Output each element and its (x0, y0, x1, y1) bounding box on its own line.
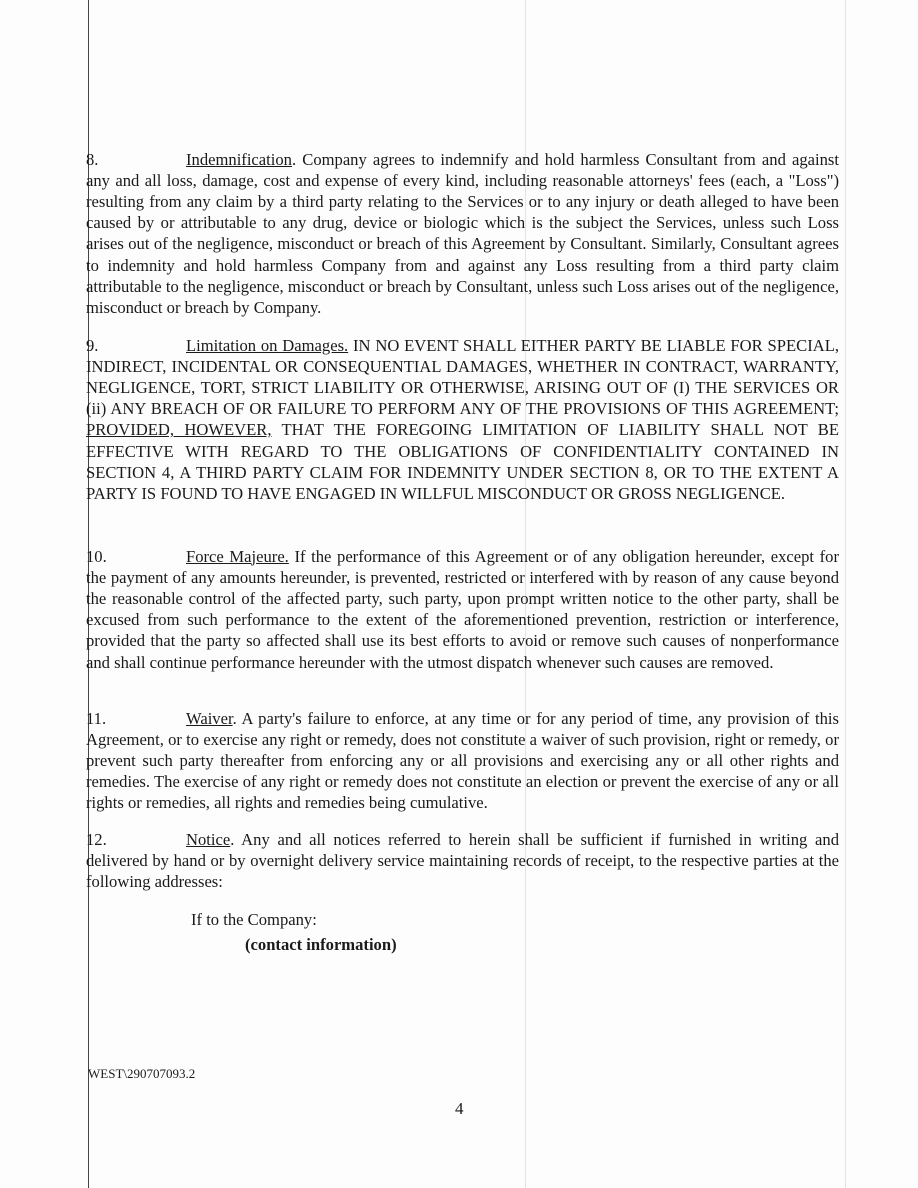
section-body: . Any and all notices referred to herein shall be sufficient if furnished in writing and delivered by hand or by overnight delivery service maintaining records of receipt, to the respective parties at the following addresses: (86, 829, 839, 891)
section-body: . Company agrees to indemnify and hold harmless Consultant from and against any and all loss, damage, cost and expense of every kind, including reasonable attorneys' fees (each, a "Loss") resulting from any claim by a third party relating to the Services or to any injury or death alleged to have been caused by or attributable to any drug, device or biologic which is the subject the Services, unless such Loss arises out of the negligence, misconduct or breach of this Agreement by Consultant. Similarly, Consultant agrees to indemnity and hold harmless Company from and against any Loss resulting from a third party claim attributable to the negligence, misconduct or breach by Consultant, unless such Loss arises out of the negligence, misconduct or breach by Company. (86, 149, 839, 318)
section-body: THAT THE FOREGOING LIMITATION OF LIABILITY SHALL NOT BE EFFECTIVE WITH REGARD TO THE OBLIGATIONS OF CONFIDENTIALITY CONTAINED IN SECTION 4, A THIRD PARTY CLAIM FOR INDEMNITY UNDER SECTION 8, OR TO THE EXTENT A PARTY IS FOUND TO HAVE ENGAGED IN WILLFUL MISCONDUCT OR GROSS NEGLIGENCE. (86, 420, 839, 504)
section-body: . A party's failure to enforce, at any time or for any period of time, any provision of this Agreement, or to exercise any right or remedy, does not constitute a waiver of such provision, right or remedy, or prevent such party thereafter from enforcing any or all provisions and exercising any or all other rights and remedies. The exercise of any right or remedy does not constitute an election or prevent the exercise of any or all rights or remedies, all rights and remedies being cumulative. (86, 708, 839, 813)
section-12-notice (86, 829, 839, 893)
section-emphasis: PROVIDED, HOWEVER, (86, 420, 272, 440)
section-number: 12. (86, 829, 107, 849)
section-9-limitation (86, 335, 839, 505)
scan-fold-line (845, 0, 846, 1188)
section-number: 9. (86, 335, 99, 355)
section-number: 8. (86, 149, 99, 169)
section-title: Limitation on Damages. (186, 335, 349, 355)
section-10-force-majeure (86, 546, 839, 673)
section-body: If the performance of this Agreement or of any obligation hereunder, except for the payment of any amounts hereunder, is prevented, restricted or interfered with by reason of any cause beyond the reasonable control of the affected party, such party, upon prompt written notice to the other party, shall be excused from such performance to the extent of the aforementioned prevention, restriction or interference, provided that the party so affected shall use its best efforts to avoid or remove such causes of nonperformance and shall continue performance hereunder with the utmost dispatch whenever such causes are removed. (86, 546, 839, 672)
section-title: Notice (186, 829, 231, 849)
section-number: 11. (86, 708, 107, 728)
section-title: Waiver (186, 708, 233, 728)
document-id: WEST\290707093.2 (88, 1066, 196, 1081)
section-number: 10. (86, 546, 107, 566)
section-8-indemnification (86, 149, 839, 319)
section-11-waiver (86, 708, 839, 814)
section-title: Force Majeure. (186, 546, 289, 566)
address-contact: (contact information) (245, 935, 397, 954)
section-body: IN NO EVENT SHALL EITHER PARTY BE LIABLE FOR SPECIAL, INDIRECT, INCIDENTAL OR CONSEQUENTIAL DAMAGES, WHETHER IN CONTRACT, WARRANTY, NEGLIGENCE, TORT, STRICT LIABILITY OR OTHERWISE, ARISING OUT OF (I) THE SERVICES OR (ii) ANY BREACH OF OR FAILURE TO PERFORM ANY OF THE PROVISIONS OF THIS AGREEMENT; (86, 335, 839, 419)
section-title: Indemnification (186, 149, 292, 169)
address-label: If to the Company: (191, 910, 317, 929)
page-number: 4 (455, 1099, 464, 1118)
